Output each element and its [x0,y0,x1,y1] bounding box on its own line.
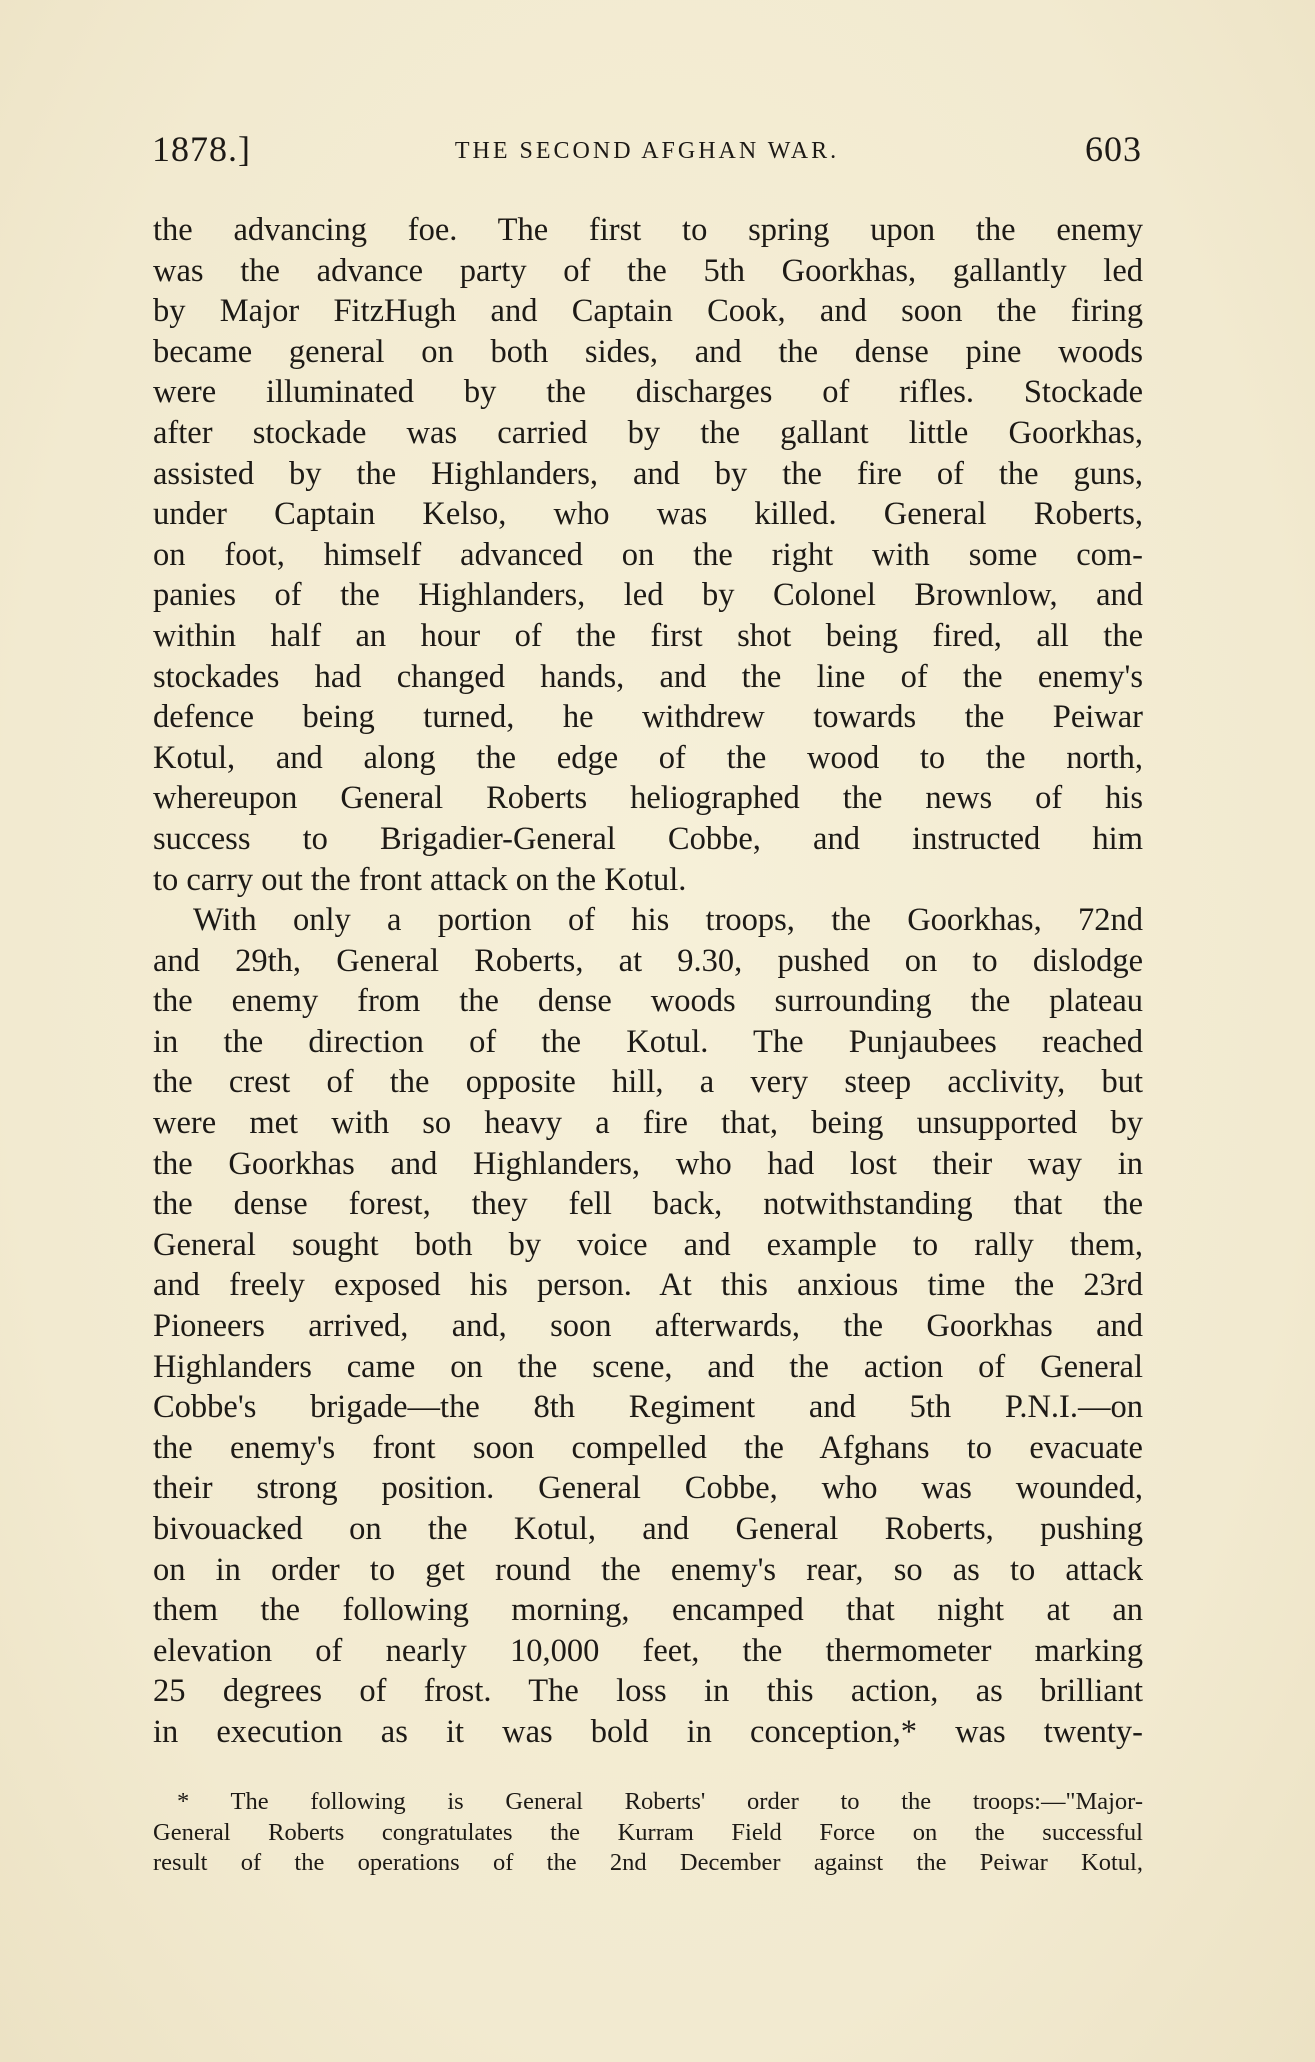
body-line: 25 degrees of frost. The loss in this action, as brilliant [153,1673,1143,1710]
body-line: Kotul, and along the edge of the wood to the north, [153,739,1143,776]
body-line: the advancing foe. The first to spring upon the enemy [153,212,1143,248]
body-line: to carry out the front attack on the Kotul. [153,861,687,898]
body-line: after stockade was carried by the gallant little Goorkhas, [153,414,1143,451]
body-line: With only a portion of his troops, the Goorkhas, 72nd [193,902,1143,939]
header-year: 1878.] [152,129,251,169]
body-line: elevation of nearly 10,000 feet, the thermometer marking [153,1632,1143,1669]
footnote [153,1787,1143,1879]
body-line: success to Brigadier-General Cobbe, and instructed him [153,820,1143,857]
body-text [153,210,1143,1753]
body-line: them the following morning, encamped that night at an [153,1592,1143,1629]
body-line: and 29th, General Roberts, at 9.30, pushed on to dislodge [153,942,1143,979]
running-header [152,128,1142,176]
body-line: within half an hour of the first shot being fired, all the [153,617,1143,654]
body-line: Highlanders came on the scene, and the action of General [153,1348,1143,1385]
body-line: was the advance party of the 5th Goorkhas, gallantly led [153,252,1143,289]
body-line: the crest of the opposite hill, a very steep acclivity, but [153,1064,1143,1101]
body-line: the enemy from the dense woods surrounding the plateau [153,983,1143,1020]
body-line: in execution as it was bold in conception,* was twenty- [153,1713,1143,1750]
body-line: panies of the Highlanders, led by Colonel Brownlow, and [153,577,1143,614]
body-line: the Goorkhas and Highlanders, who had lost their way in [153,1145,1143,1182]
footnote-line: result of the operations of the 2nd December against the Peiwar Kotul, [153,1849,1143,1876]
body-line: the enemy's front soon compelled the Afghans to evacuate [153,1429,1143,1466]
page-number: 603 [1085,129,1142,169]
body-line: were illuminated by the discharges of rifles. Stockade [153,374,1143,411]
body-line: the dense forest, they fell back, notwithstanding that the [153,1186,1143,1223]
body-line: on foot, himself advanced on the right with some com- [153,536,1143,573]
body-line: assisted by the Highlanders, and by the fire of the guns, [153,455,1143,492]
body-line: Pioneers arrived, and, soon afterwards, the Goorkhas and [153,1308,1143,1345]
body-line: became general on both sides, and the dense pine woods [153,333,1143,370]
body-line: General sought both by voice and example to rally them, [153,1226,1143,1263]
body-line: by Major FitzHugh and Captain Cook, and soon the firing [153,293,1143,330]
body-line: whereupon General Roberts heliographed the news of his [153,780,1143,817]
body-line: their strong position. General Cobbe, who was wounded, [153,1470,1143,1507]
footnote-line: * The following is General Roberts' order to the troops:—"Major- [177,1788,1143,1815]
body-line: in the direction of the Kotul. The Punjaubees reached [153,1023,1143,1060]
body-line: defence being turned, he withdrew towards the Peiwar [153,699,1143,736]
header-title: THE SECOND AFGHAN WAR. [454,138,840,164]
body-line: on in order to get round the enemy's rear, so as to attack [153,1551,1143,1588]
body-line: were met with so heavy a fire that, being unsupported by [153,1105,1143,1142]
body-line: Cobbe's brigade—the 8th Regiment and 5th P.N.I.—on [153,1389,1143,1426]
body-line: bivouacked on the Kotul, and General Roberts, pushing [153,1511,1143,1547]
footnote-line: General Roberts congratulates the Kurram Field Force on the successful [153,1818,1143,1846]
body-line: and freely exposed his person. At this anxious time the 23rd [153,1267,1143,1304]
body-line: stockades had changed hands, and the line of the enemy's [153,658,1143,695]
body-line: under Captain Kelso, who was killed. General Roberts, [153,496,1143,533]
